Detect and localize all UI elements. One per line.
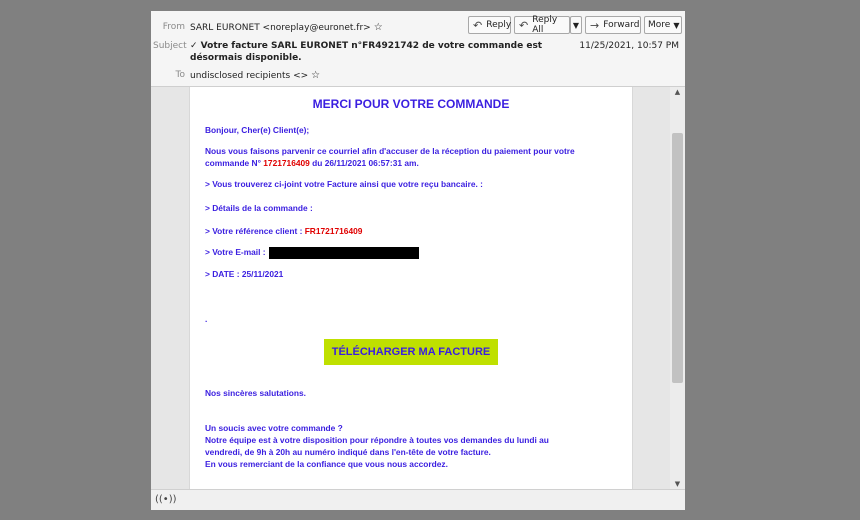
email-line: > Votre E-mail : [205, 246, 419, 259]
message-date: 11/25/2021, 10:57 PM [579, 41, 679, 51]
star-icon[interactable]: ☆ [311, 70, 321, 81]
scroll-up-icon[interactable]: ▲ [674, 88, 681, 96]
reply-all-dropdown[interactable] [570, 16, 582, 34]
intro-line-2: commande N° 1721716409 du 26/11/2021 06:57:31 am. [205, 158, 419, 168]
subject-value: ✓ Votre facture SARL EURONET n°FR4921742 de votre commande est désormais disponible. [190, 41, 543, 63]
date-line: > DATE : 25/11/2021 [205, 269, 284, 279]
to-value[interactable]: undisclosed recipients <> [190, 71, 309, 81]
status-bar [151, 489, 685, 510]
reply-all-button[interactable] [514, 16, 570, 34]
download-invoice-button[interactable]: TÉLÉCHARGER MA FACTURE [324, 339, 498, 365]
to-label: To [175, 70, 185, 80]
reply-all-label: Reply All [532, 15, 558, 35]
redacted-email [269, 247, 419, 259]
scrollbar-thumb[interactable] [672, 133, 683, 383]
intro-line-1: Nous vous faisons parvenir ce courriel afin d'accuser de la réception du paiement pour votre [205, 146, 575, 156]
scroll-down-icon[interactable]: ▼ [674, 480, 681, 488]
order-number: 1721716409 [263, 158, 310, 168]
reply-icon: ↶ [473, 18, 483, 32]
star-icon[interactable]: ☆ [373, 22, 383, 33]
from-label: From [162, 22, 185, 32]
salutation: Nos sincères salutations. [205, 388, 307, 398]
footer-line-1: Un soucis avec votre commande ? [205, 423, 343, 433]
email-title: MERCI POUR VOTRE COMMANDE [312, 97, 510, 111]
reply-label: Reply [486, 20, 512, 30]
reply-button[interactable] [468, 16, 511, 34]
reply-all-icon: ↶ [519, 18, 529, 32]
footer-line-3: vendredi, de 9h à 20h au numéro indiqué dans l'en-tête de votre facture. [205, 447, 491, 457]
vertical-scrollbar[interactable] [670, 87, 685, 489]
chevron-down-icon: ▼ [673, 20, 680, 30]
invoice-line: > Vous trouverez ci-joint votre Facture ainsi que votre reçu bancaire. : [205, 179, 483, 189]
connection-status-icon[interactable]: ((•)) [155, 494, 177, 505]
message-body [151, 87, 685, 489]
dot-text: . [205, 314, 208, 324]
email-window [151, 11, 685, 510]
footer-line-2: Notre équipe est à votre disposition pour répondre à toutes vos demandes du lundi au [205, 435, 549, 445]
greeting: Bonjour, Cher(e) Client(e); [205, 125, 310, 135]
client-ref-line: > Votre référence client : FR1721716409 [205, 226, 363, 236]
forward-label: Forward [603, 20, 640, 30]
to-field[interactable] [190, 70, 320, 81]
more-label: More [648, 20, 671, 30]
subject-label: Subject [153, 41, 187, 51]
email-content [189, 87, 633, 489]
chevron-down-icon: ▼ [572, 20, 580, 30]
more-button[interactable] [644, 16, 682, 34]
client-ref: FR1721716409 [304, 226, 363, 236]
forward-button[interactable] [585, 16, 641, 34]
from-value[interactable]: SARL EURONET <noreplay@euronet.fr> [190, 23, 371, 33]
from-field[interactable] [190, 22, 383, 33]
forward-icon: → [590, 18, 600, 32]
message-header [151, 11, 685, 87]
details-line: > Détails de la commande : [205, 203, 313, 213]
footer-line-4: En vous remerciant de la confiance que vous nous accordez. [205, 459, 448, 469]
